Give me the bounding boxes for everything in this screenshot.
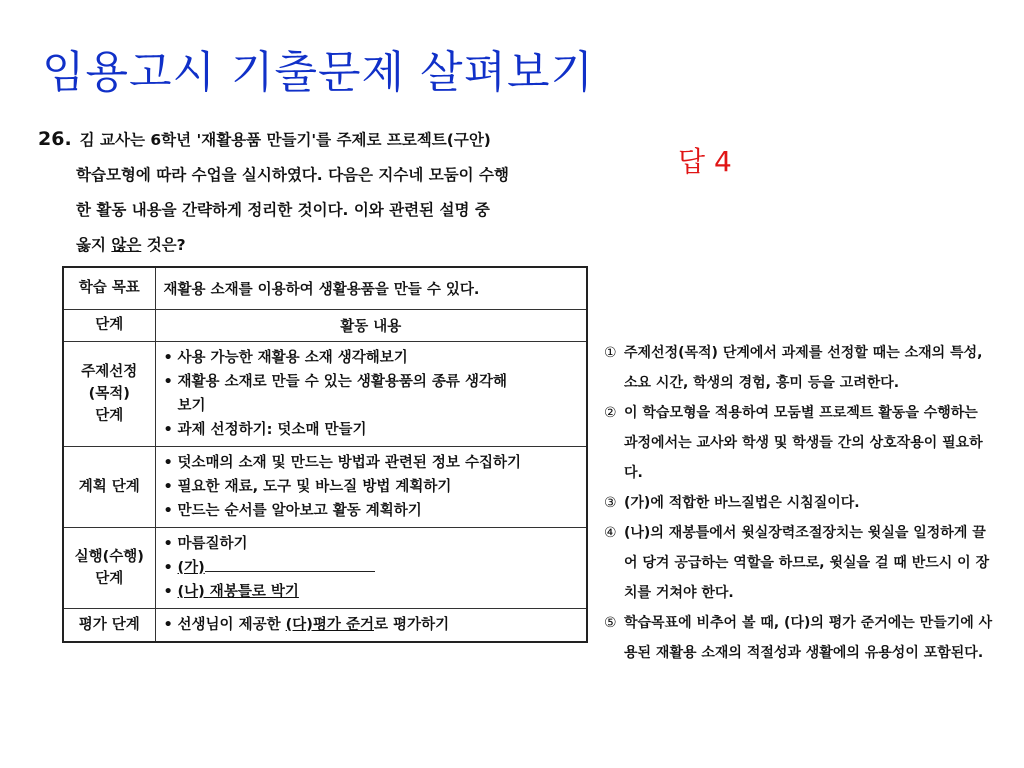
question-emphasis: 않은	[111, 236, 142, 254]
choice-4	[604, 518, 996, 608]
blank-line	[205, 571, 375, 572]
list-item	[164, 580, 579, 604]
project-table	[62, 266, 588, 643]
list-item: • 선생님이 제공한 (다)평가 준거로 평가하기	[164, 613, 579, 637]
choice-marker: ②	[604, 405, 617, 421]
question-line-2: 학습모형에 따라 수업을 실시하였다. 다음은 지수네 모둠이 수행	[76, 166, 509, 184]
criteria-da: (다)평가 준거	[285, 616, 374, 633]
choice-text: 주제선정(목적) 단계에서 과제를 선정할 때는 소재의 특성, 소요 시간, 학생의 경험, 흥미 등을 고려한다.	[624, 345, 983, 391]
choice-1	[604, 338, 996, 398]
list-item: • 사용 가능한 재활용 소재 생각해보기	[164, 346, 579, 370]
list-item: • 과제 선정하기: 덧소매 만들기	[164, 418, 579, 442]
stage-1-activities	[155, 341, 587, 446]
goal-head: 학습 목표	[63, 267, 155, 309]
table-row-stage-1	[63, 341, 587, 446]
choice-text: (나)의 재봉틀에서 윗실장력조절장치는 윗실을 일정하게 끌어 당겨 공급하는 역할을 하므로, 윗실을 걸 때 반드시 이 장치를 거쳐야 한다.	[624, 525, 990, 601]
list-item: • 마름질하기	[164, 532, 579, 556]
blank-ga: (가)	[177, 559, 205, 576]
stage-2-activities	[155, 446, 587, 527]
choice-marker: ⑤	[604, 615, 617, 631]
choice-text: 학습목표에 비추어 볼 때, (다)의 평가 준거에는 만들기에 사용된 재활용 소재의 적절성과 생활에의 유용성이 포함된다.	[624, 615, 993, 661]
list-item	[164, 556, 579, 580]
question-line-1: 26. 김 교사는 6학년 '재활용품 만들기'를 주제로 프로젝트(구안)	[38, 128, 491, 150]
step-head: 단계	[63, 309, 155, 341]
table-row-goal	[63, 267, 587, 309]
goal-text: 재활용 소재를 이용하여 생활용품을 만들 수 있다.	[155, 267, 587, 309]
table-row-stage-4	[63, 608, 587, 642]
stage-1-label-1: 주제선정	[81, 363, 138, 380]
table-row-stage-3	[63, 527, 587, 608]
choice-2	[604, 398, 996, 488]
question-text	[38, 122, 598, 263]
list-item: • 필요한 재료, 도구 및 바느질 방법 계획하기	[164, 475, 579, 499]
list-item: • 만드는 순서를 알아보고 활동 계획하기	[164, 499, 579, 523]
list-item-continuation: 보기	[177, 397, 206, 414]
stage-3-activities	[155, 527, 587, 608]
stage-4-activities	[155, 608, 587, 642]
question-number: 26.	[38, 128, 72, 150]
slide-title: 임용고시 기출문제 살펴보기	[42, 47, 595, 98]
stage-1-head	[63, 341, 155, 446]
table-row-stage-2	[63, 446, 587, 527]
stage-3-label-1: 실행(수행)	[74, 548, 144, 565]
activity-head: 활동 내용	[155, 309, 587, 341]
stage-1-label-3: 단계	[95, 407, 124, 424]
choice-marker: ③	[604, 495, 617, 511]
stage-4-head: 평가 단계	[63, 608, 155, 642]
list-item: • 덧소매의 소재 및 만드는 방법과 관련된 정보 수집하기	[164, 451, 579, 475]
question-line-3: 한 활동 내용을 간략하게 정리한 것이다. 이와 관련된 설명 중	[76, 201, 490, 219]
list-item: • 재활용 소재로 만들 수 있는 생활용품의 종류 생각해	[164, 370, 579, 394]
choice-5	[604, 608, 996, 668]
answer-label: 답 4	[678, 145, 732, 178]
stage-3-head	[63, 527, 155, 608]
answer-choices	[604, 338, 996, 668]
choice-text: 이 학습모형을 적용하여 모둠별 프로젝트 활동을 수행하는 과정에서는 교사와 학생 및 학생들 간의 상호작용이 필요하다.	[624, 405, 983, 481]
choice-marker: ④	[604, 525, 617, 541]
choice-marker: ①	[604, 345, 617, 361]
question-line-4: 옳지 않은 것은?	[76, 236, 186, 254]
stage-3-label-2: 단계	[95, 570, 124, 587]
sewing-step-na: (나) 재봉틀로 박기	[177, 583, 299, 600]
choice-text: (가)에 적합한 바느질법은 시침질이다.	[624, 495, 860, 511]
choice-3	[604, 488, 996, 518]
stage-1-label-2: (목적)	[88, 385, 130, 402]
table-row-header	[63, 309, 587, 341]
stage-2-head: 계획 단계	[63, 446, 155, 527]
